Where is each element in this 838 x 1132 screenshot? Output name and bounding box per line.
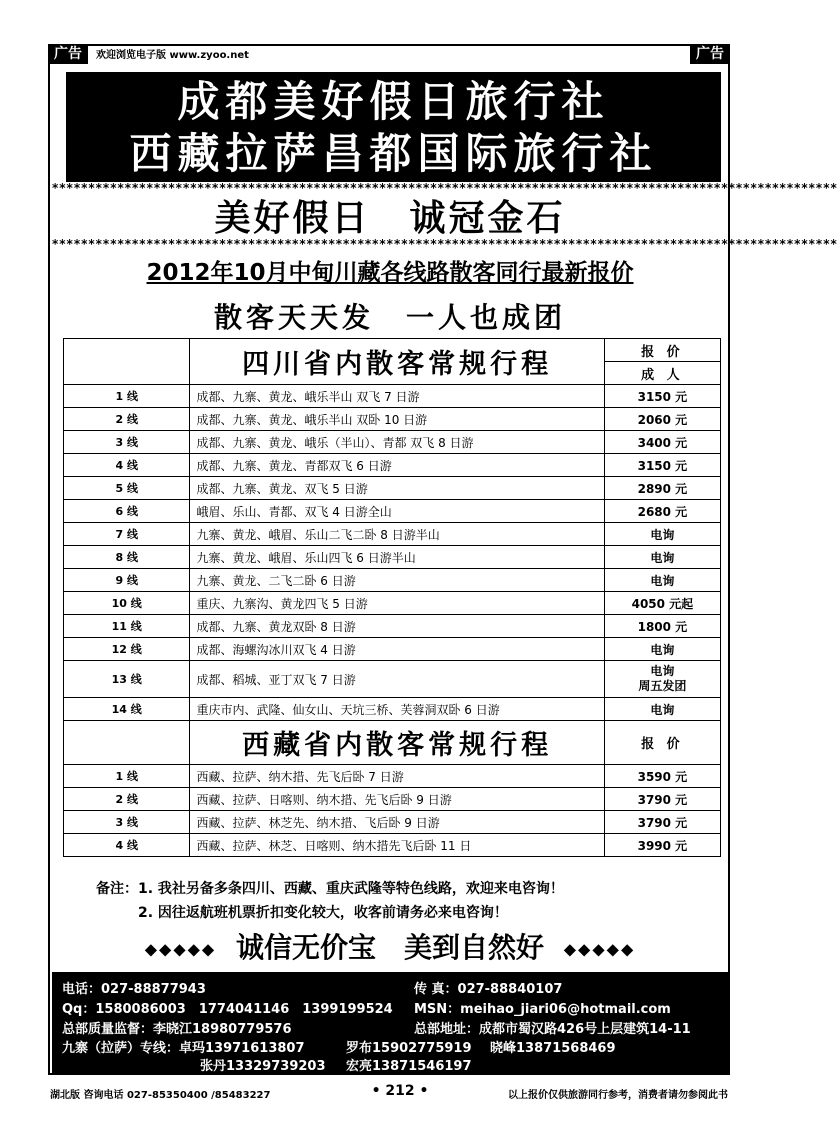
- motto: 美好假日 诚冠金石: [214, 198, 566, 239]
- star-divider-bottom: ************************************************************************************************************: [52, 237, 838, 251]
- table-row: [64, 615, 721, 638]
- route-price: 3150 元: [604, 454, 720, 477]
- route-price: 电询: [604, 698, 720, 721]
- header-blank: [64, 721, 190, 765]
- contact-qq: Qq：1580086003 1774041146 1399199524: [62, 1002, 393, 1017]
- table-row: [64, 385, 721, 408]
- route-price: 1800 元: [604, 615, 720, 638]
- contact-msn: MSN：meihao_jiari06@hotmail.com: [414, 1002, 671, 1017]
- route-description: 九寨、黄龙、二飞二卧 6 日游: [190, 569, 604, 592]
- contact-line: 九寨（拉萨）专线：卓玛13971613807: [62, 1041, 305, 1056]
- contact-address: 总部地址：成都市蜀汉路426号上层建筑14-11: [414, 1022, 691, 1037]
- table-row: [64, 454, 721, 477]
- table-row: [64, 523, 721, 546]
- sichuan-section-title: 四川省内散客常规行程: [190, 339, 604, 385]
- contact-luobu: 罗布15902775919: [346, 1041, 472, 1056]
- route-price: 电询: [604, 569, 720, 592]
- route-number: 3 线: [64, 431, 190, 454]
- route-price: [604, 661, 720, 698]
- route-number: 7 线: [64, 523, 190, 546]
- route-description: 九寨、黄龙、峨眉、乐山二飞二卧 8 日游半山: [190, 523, 604, 546]
- table-row: [64, 698, 721, 721]
- table-row: [64, 592, 721, 615]
- route-price: 3400 元: [604, 431, 720, 454]
- contact-hongliang: 宏亮13871546197: [346, 1059, 472, 1074]
- ad-tag-right: 广告: [690, 44, 730, 64]
- route-description: 西藏、拉萨、日喀则、纳木措、先飞后卧 9 日游: [190, 788, 604, 811]
- route-description: 西藏、拉萨、林芝先、纳木措、飞后卧 9 日游: [190, 811, 604, 834]
- table-row: [64, 500, 721, 523]
- footer-right: 以上报价仅供旅游同行参考，消费者请勿参阅此书: [508, 1090, 728, 1101]
- contact-supervisor: 总部质量监督：李晓江18980779576: [62, 1022, 292, 1037]
- tibet-header-row: [64, 721, 721, 765]
- price-label: 报 价: [604, 339, 720, 362]
- route-price: 2060 元: [604, 408, 720, 431]
- route-number: 1 线: [64, 385, 190, 408]
- agency-name-2: 西藏拉萨昌都国际旅行社: [129, 129, 658, 178]
- page-number: • 212 •: [371, 1083, 429, 1099]
- route-description: 成都、稻城、亚丁双飞 7 日游: [190, 661, 604, 698]
- route-price-line2: 周五发团: [638, 679, 687, 693]
- table-row: [64, 477, 721, 500]
- footer-left: 湖北版 咨询电话 027-85350400 /85483227: [50, 1090, 271, 1101]
- route-number: 1 线: [64, 765, 190, 788]
- contact-zhangdan: 张丹13329739203: [200, 1059, 326, 1074]
- table-row: [64, 569, 721, 592]
- table-row: [64, 546, 721, 569]
- tibet-price-label: 报 价: [604, 721, 720, 765]
- route-price: 4050 元起: [604, 592, 720, 615]
- agency-banner: [66, 72, 721, 182]
- route-description: 成都、海螺沟冰川双飞 4 日游: [190, 638, 604, 661]
- route-description: 成都、九寨、黄龙、峨乐半山 双卧 10 日游: [190, 408, 604, 431]
- site-url: 欢迎浏览电子版 www.zyoo.net: [96, 50, 249, 61]
- route-number: 10 线: [64, 592, 190, 615]
- route-price: 3990 元: [604, 834, 720, 857]
- route-price-line1: 电询: [650, 664, 675, 678]
- route-price: 3790 元: [604, 811, 720, 834]
- header-blank: [64, 339, 190, 385]
- route-description: 成都、九寨、黄龙、双飞 5 日游: [190, 477, 604, 500]
- route-description: 成都、九寨、黄龙双卧 8 日游: [190, 615, 604, 638]
- route-description: 重庆、九寨沟、黄龙四飞 5 日游: [190, 592, 604, 615]
- table-row: [64, 638, 721, 661]
- route-price: 3590 元: [604, 765, 720, 788]
- table-row: [64, 834, 721, 857]
- route-description: 西藏、拉萨、林芝、日喀则、纳木措先飞后卧 11 日: [190, 834, 604, 857]
- table-row: [64, 431, 721, 454]
- route-price: 3790 元: [604, 788, 720, 811]
- route-description: 成都、九寨、黄龙、峨乐（半山）、青都 双飞 8 日游: [190, 431, 604, 454]
- route-number: 9 线: [64, 569, 190, 592]
- route-number: 14 线: [64, 698, 190, 721]
- route-price: 电询: [604, 546, 720, 569]
- route-number: 11 线: [64, 615, 190, 638]
- route-number: 4 线: [64, 454, 190, 477]
- route-price: 3150 元: [604, 385, 720, 408]
- route-number: 4 线: [64, 834, 190, 857]
- contact-box: [52, 972, 728, 1073]
- bottom-slogan-text: 诚信无价宝 美到自然好: [235, 931, 544, 964]
- ad-tag-left: 广告: [48, 44, 88, 64]
- tibet-section-title: 西藏省内散客常规行程: [190, 721, 604, 765]
- route-description: 九寨、黄龙、峨眉、乐山四飞 6 日游半山: [190, 546, 604, 569]
- note-line-1: 备注：1. 我社另备多条四川、西藏、重庆武隆等特色线路，欢迎来电咨询！: [96, 881, 564, 897]
- routes-table: [63, 338, 721, 857]
- route-number: 3 线: [64, 811, 190, 834]
- table-row: [64, 765, 721, 788]
- route-price: 2890 元: [604, 477, 720, 500]
- star-divider-top: ************************************************************************************************************: [52, 181, 838, 195]
- route-description: 成都、九寨、黄龙、青都双飞 6 日游: [190, 454, 604, 477]
- route-number: 6 线: [64, 500, 190, 523]
- contact-fax: 传 真：027-88840107: [414, 982, 563, 997]
- route-description: 峨眉、乐山、青都、双飞 4 日游全山: [190, 500, 604, 523]
- diamond-icon-left: ◆◆◆◆◆: [144, 939, 217, 959]
- contact-phone: 电话：027-88877943: [62, 982, 206, 997]
- headline: 2012年10月中甸川藏各线路散客同行最新报价: [146, 260, 634, 286]
- contact-xiaofeng: 晓峰13871568469: [490, 1041, 616, 1056]
- table-row: [64, 661, 721, 698]
- agency-name-1: 成都美好假日旅行社: [177, 77, 610, 126]
- route-price: 2680 元: [604, 500, 720, 523]
- table-row: [64, 408, 721, 431]
- route-description: 成都、九寨、黄龙、峨乐半山 双飞 7 日游: [190, 385, 604, 408]
- diamond-icon-right: ◆◆◆◆◆: [563, 939, 636, 959]
- route-number: 13 线: [64, 661, 190, 698]
- route-number: 2 线: [64, 408, 190, 431]
- adult-label: 成 人: [604, 362, 720, 385]
- route-price: 电询: [604, 523, 720, 546]
- notes: [96, 877, 564, 925]
- slogan: 散客天天发 一人也成团: [213, 301, 566, 334]
- route-number: 5 线: [64, 477, 190, 500]
- table-row: [64, 788, 721, 811]
- bottom-slogan: [0, 926, 780, 966]
- route-number: 8 线: [64, 546, 190, 569]
- route-number: 2 线: [64, 788, 190, 811]
- route-number: 12 线: [64, 638, 190, 661]
- note-line-2: 2. 因往返航班机票折扣变化较大，收客前请务必来电咨询！: [138, 905, 508, 921]
- route-description: 重庆市内、武隆、仙女山、天坑三桥、芙蓉洞双卧 6 日游: [190, 698, 604, 721]
- sichuan-header-row: [64, 339, 721, 362]
- table-row: [64, 811, 721, 834]
- route-description: 西藏、拉萨、纳木措、先飞后卧 7 日游: [190, 765, 604, 788]
- route-price: 电询: [604, 638, 720, 661]
